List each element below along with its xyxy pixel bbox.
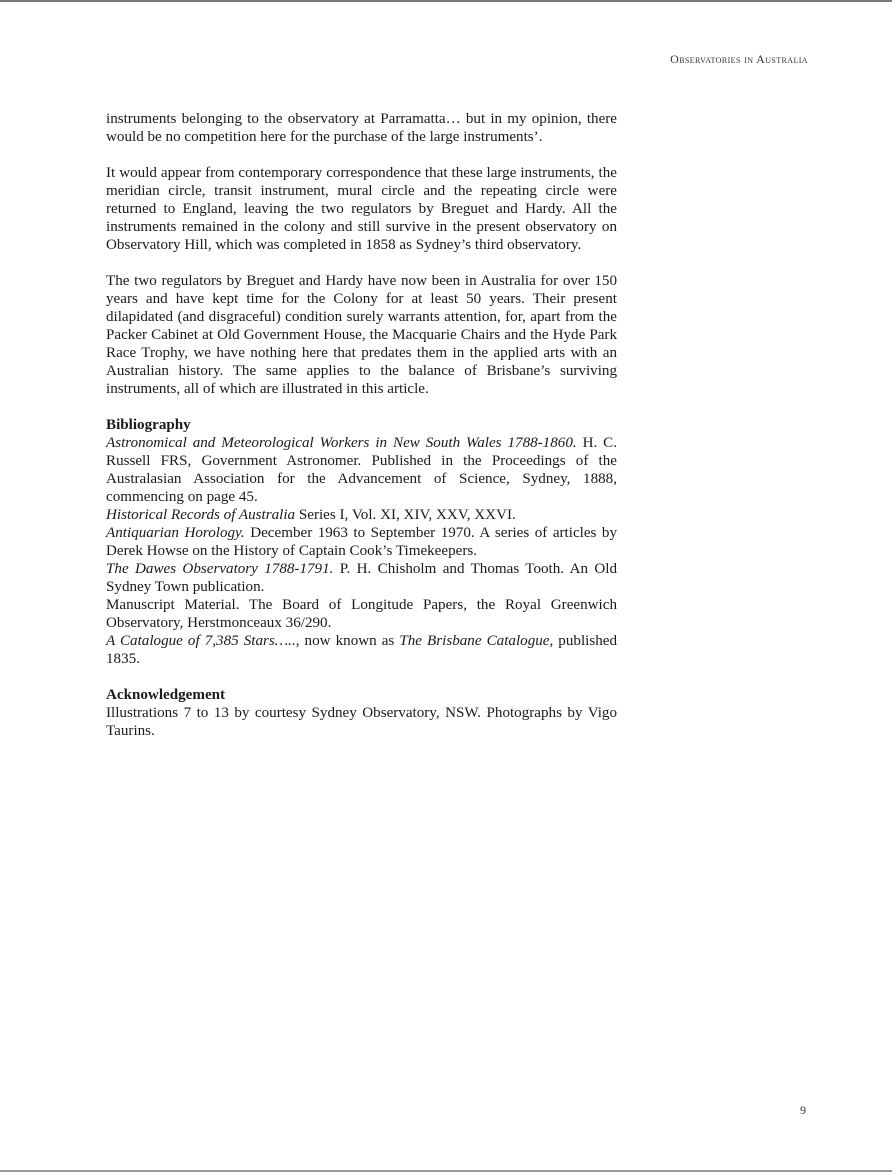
body-paragraph: The two regulators by Breguet and Hardy have now been in Australia for over 150 years and have kept time for the Colony for at least 50 years. Their present dilapidated (and disgraceful) condition surely warrants attention, for, apart from the Packer Cabinet at Old Government House, the Macquarie Chairs and the Hyde Park Race Trophy, we have nothing here that predates them in the applied arts with an Australian history. The same applies to the balance of Brisbane’s surviving instruments, all of which are illustrated in this article.	[106, 273, 617, 397]
bib-details: , published 1835.	[106, 633, 617, 667]
bib-title: Historical Records of Australia	[106, 507, 296, 523]
bib-details: Series I, Vol. XI, XIV, XXV, XXVI.	[295, 507, 516, 523]
page-number: 9	[800, 1103, 806, 1117]
acknowledgement-text: Illustrations 7 to 13 by courtesy Sydney Observatory, NSW. Photographs by Vigo Taurins.	[106, 705, 617, 739]
running-head: Observatories in Australia	[670, 52, 808, 66]
body-paragraph: instruments belonging to the observatory at Parramatta… but in my opinion, there would be no competition here for the purchase of the large instruments’.	[106, 111, 617, 145]
bib-details: , now known as	[295, 633, 400, 649]
body-paragraph: It would appear from contemporary correspondence that these large instruments, the meridian circle, transit instrument, mural circle and the repeating circle were returned to England, leaving the two regulators by Breguet and Hardy. All the instruments remained in the colony and still survive in the present observatory on Observatory Hill, which was completed in 1858 as Sydney’s third observatory.	[106, 165, 617, 253]
bibliography-entry	[106, 434, 617, 506]
bibliography-entry	[106, 524, 617, 560]
bib-details: December 1963 to September 1970. A series of articles by Derek Howse on the History of Captain Cook’s Timekeepers.	[106, 525, 618, 559]
bibliography-entry	[106, 506, 617, 524]
bibliography-heading: Bibliography	[106, 417, 191, 433]
bib-title: The Dawes Observatory 1788-1791.	[106, 561, 334, 577]
bib-details: H. C. Russell FRS, Government Astronomer. Published in the Proceedings of the Australasian Association for the Advancement of Science, Sydney, 1888, commencing on page 45.	[106, 435, 618, 505]
page-bottom-rule	[0, 1170, 892, 1172]
bibliography-list	[106, 434, 617, 668]
bib-title: Antiquarian Horology.	[106, 525, 245, 541]
bibliography-entry	[106, 560, 617, 596]
bib-title: The Brisbane Catalogue	[399, 633, 550, 649]
acknowledgement-heading: Acknowledgement	[106, 687, 226, 703]
page-top-rule	[0, 0, 892, 2]
bib-title: A Catalogue of 7,385 Stars…..	[106, 633, 296, 649]
bibliography-entry	[106, 632, 617, 668]
article-body	[106, 110, 617, 740]
bib-details: P. H. Chisholm and Thomas Tooth. An Old Sydney Town publication.	[106, 561, 618, 595]
bibliography-entry	[106, 596, 617, 632]
bib-details: Manuscript Material. The Board of Longitude Papers, the Royal Greenwich Observatory, Herstmonceaux 36/290.	[106, 597, 617, 631]
bib-title: Astronomical and Meteorological Workers in New South Wales 1788-1860.	[106, 435, 577, 451]
